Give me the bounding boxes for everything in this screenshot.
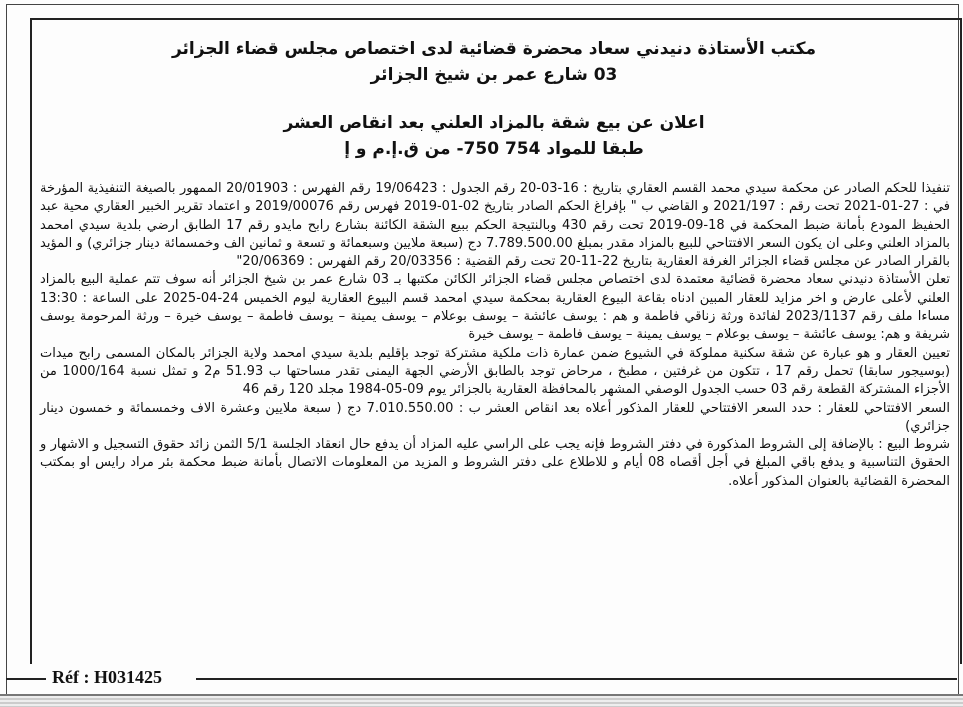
title-line: اعلان عن بيع شقة بالمزاد العلني بعد انقاص العشر [283, 113, 705, 133]
announcement-title [30, 110, 958, 162]
auction-notice-paragraph: تعلن الأستاذة دنيدني سعاد محضرة قضائية معتمدة لدى اختصاص مجلس قضاء الجزائر الكائن مكتبها بـ 03 شارع عمر بن شيخ الجزائر أنه سوف تتم عملية البيع بالمزاد العلني لأعلى عارض و اخر مزايد للعقار المبين ادناه بقاعة البيوع العقارية بمحكمة سيدي امحمد قسم البيوع العقارية ليوم الخميس 24-04-2025 على الساعة : 13:30 مساءا ملف رقم 2023/1137 لفائدة ورثة زناقي فاطمة و هم : يوسف عائشة – يوسف بوعلام – يوسف يمينة – يوسف فاطمة – يوسف خيرة – ورثة المرحومة يوسف شريفة و هم: يوسف عائشة – يوسف بوعلام – يوسف يمينة – يوسف فاطمة – يوسف خيرة [40, 272, 951, 343]
reference-row [6, 666, 957, 690]
judgment-paragraph: تنفيذا للحكم الصادر عن محكمة سيدي محمد القسم العقاري بتاريخ : 16-03-20 رقم الجدول : 19/06423 رقم الفهرس : 20/01903 الممهور بالصيغة التنفيذية المؤرخة في : 27-01-2021 تحت رقم : 2021/197 و القاضي ب " بإفراغ الحكم الصادر بتاريخ 02-01-2019 فهرس رقم 2019/00076 و اعتماد تقرير الخبير العقاري محية عبد الحفيظ المودع بأمانة ضبط المحكمة في 18-09-2019 تحت رقم 430 وبالنتيجة الحكم ببيع الشقة الكائنة بشارع رابح مايدو رقم 17 الطابق ارضي بلدية سيدي امحمد بالمزاد العلني وعلى ان يكون السعر الافتتاحي للبيع بالمزاد مقدر بمبلغ 7.789.500.00 دج (سبعة ملايين وسبعمائة و تسعة و ثمانين الف وخمسمائة دينار جزائري) و المؤيد بالقرار الصادر عن مجلس قضاء الجزائر الغرفة العقارية بتاريخ 22-11-20 تحت رقم القضية : 20/03356 رقم الفهرس : 20/06369" [40, 181, 951, 270]
opening-price-paragraph: السعر الافتتاحي للعقار : حدد السعر الافتتاحي للعقار المذكور أعلاه بعد انقاص العشر ب : 7.010.550.00 دج ( سبعة ملايين وعشرة الاف وخمسمائة و خمسون دينار جزائري) [40, 400, 950, 434]
property-description-paragraph: تعيين العقار و هو عبارة عن شقة سكنية مملوكة في الشيوع ضمن عمارة ذات ملكية مشتركة توجد بإقليم بلدية سيدي امحمد ولاية الجزائر بالمكان المسمى رابح ميدات (بوسيجور سابقا) تحمل رقم 17 ، تتكون من غرفتين ، مطبخ ، مرحاض توجد بالطابق الأرضي الجهة اليمنى تقدر مساحتها ب 51.93 م2 و تمثل نسبة 1000/164 من الأجزاء المشتركة القطعة رقم 03 حسب الجدول الوصفي المشهر بالمحافظة العقارية بالجزائر يوم 09-05-1984 مجلد 120 رقم 46 [40, 345, 951, 398]
rule-right [196, 678, 957, 680]
reference-number: Réf : H031425 [52, 667, 162, 687]
office-name: مكتب الأستاذة دنيدني سعاد محضرة قضائية لدى اختصاص مجلس قضاء الجزائر [171, 39, 817, 59]
office-header [30, 36, 958, 88]
office-address: 03 شارع عمر بن شيخ الجزائر [370, 65, 618, 85]
rule-left [6, 678, 46, 680]
announcement-body [40, 180, 950, 491]
legal-reference: طبقا للمواد 754 750- من ق.إ.م و إ [344, 139, 644, 159]
next-article-edge [0, 694, 963, 707]
sale-conditions-paragraph: شروط البيع : بالإضافة إلى الشروط المذكورة في دفتر الشروط فإنه يجب على الراسي عليه المزاد أن يدفع حال انعقاد الجلسة 5/1 الثمن زائد حقوق التسجيل و الاشهار و الحقوق التناسبية و يدفع باقي المبلغ في أجل أقصاه 08 أيام و للاطلاع على دفتر الشروط و المزيد من المعلومات الاتصال بأمانة ضبط محكمة بئر مراد رايس او بمكتب المحضرة القضائية بالعنوان المذكور أعلاه. [40, 437, 950, 489]
